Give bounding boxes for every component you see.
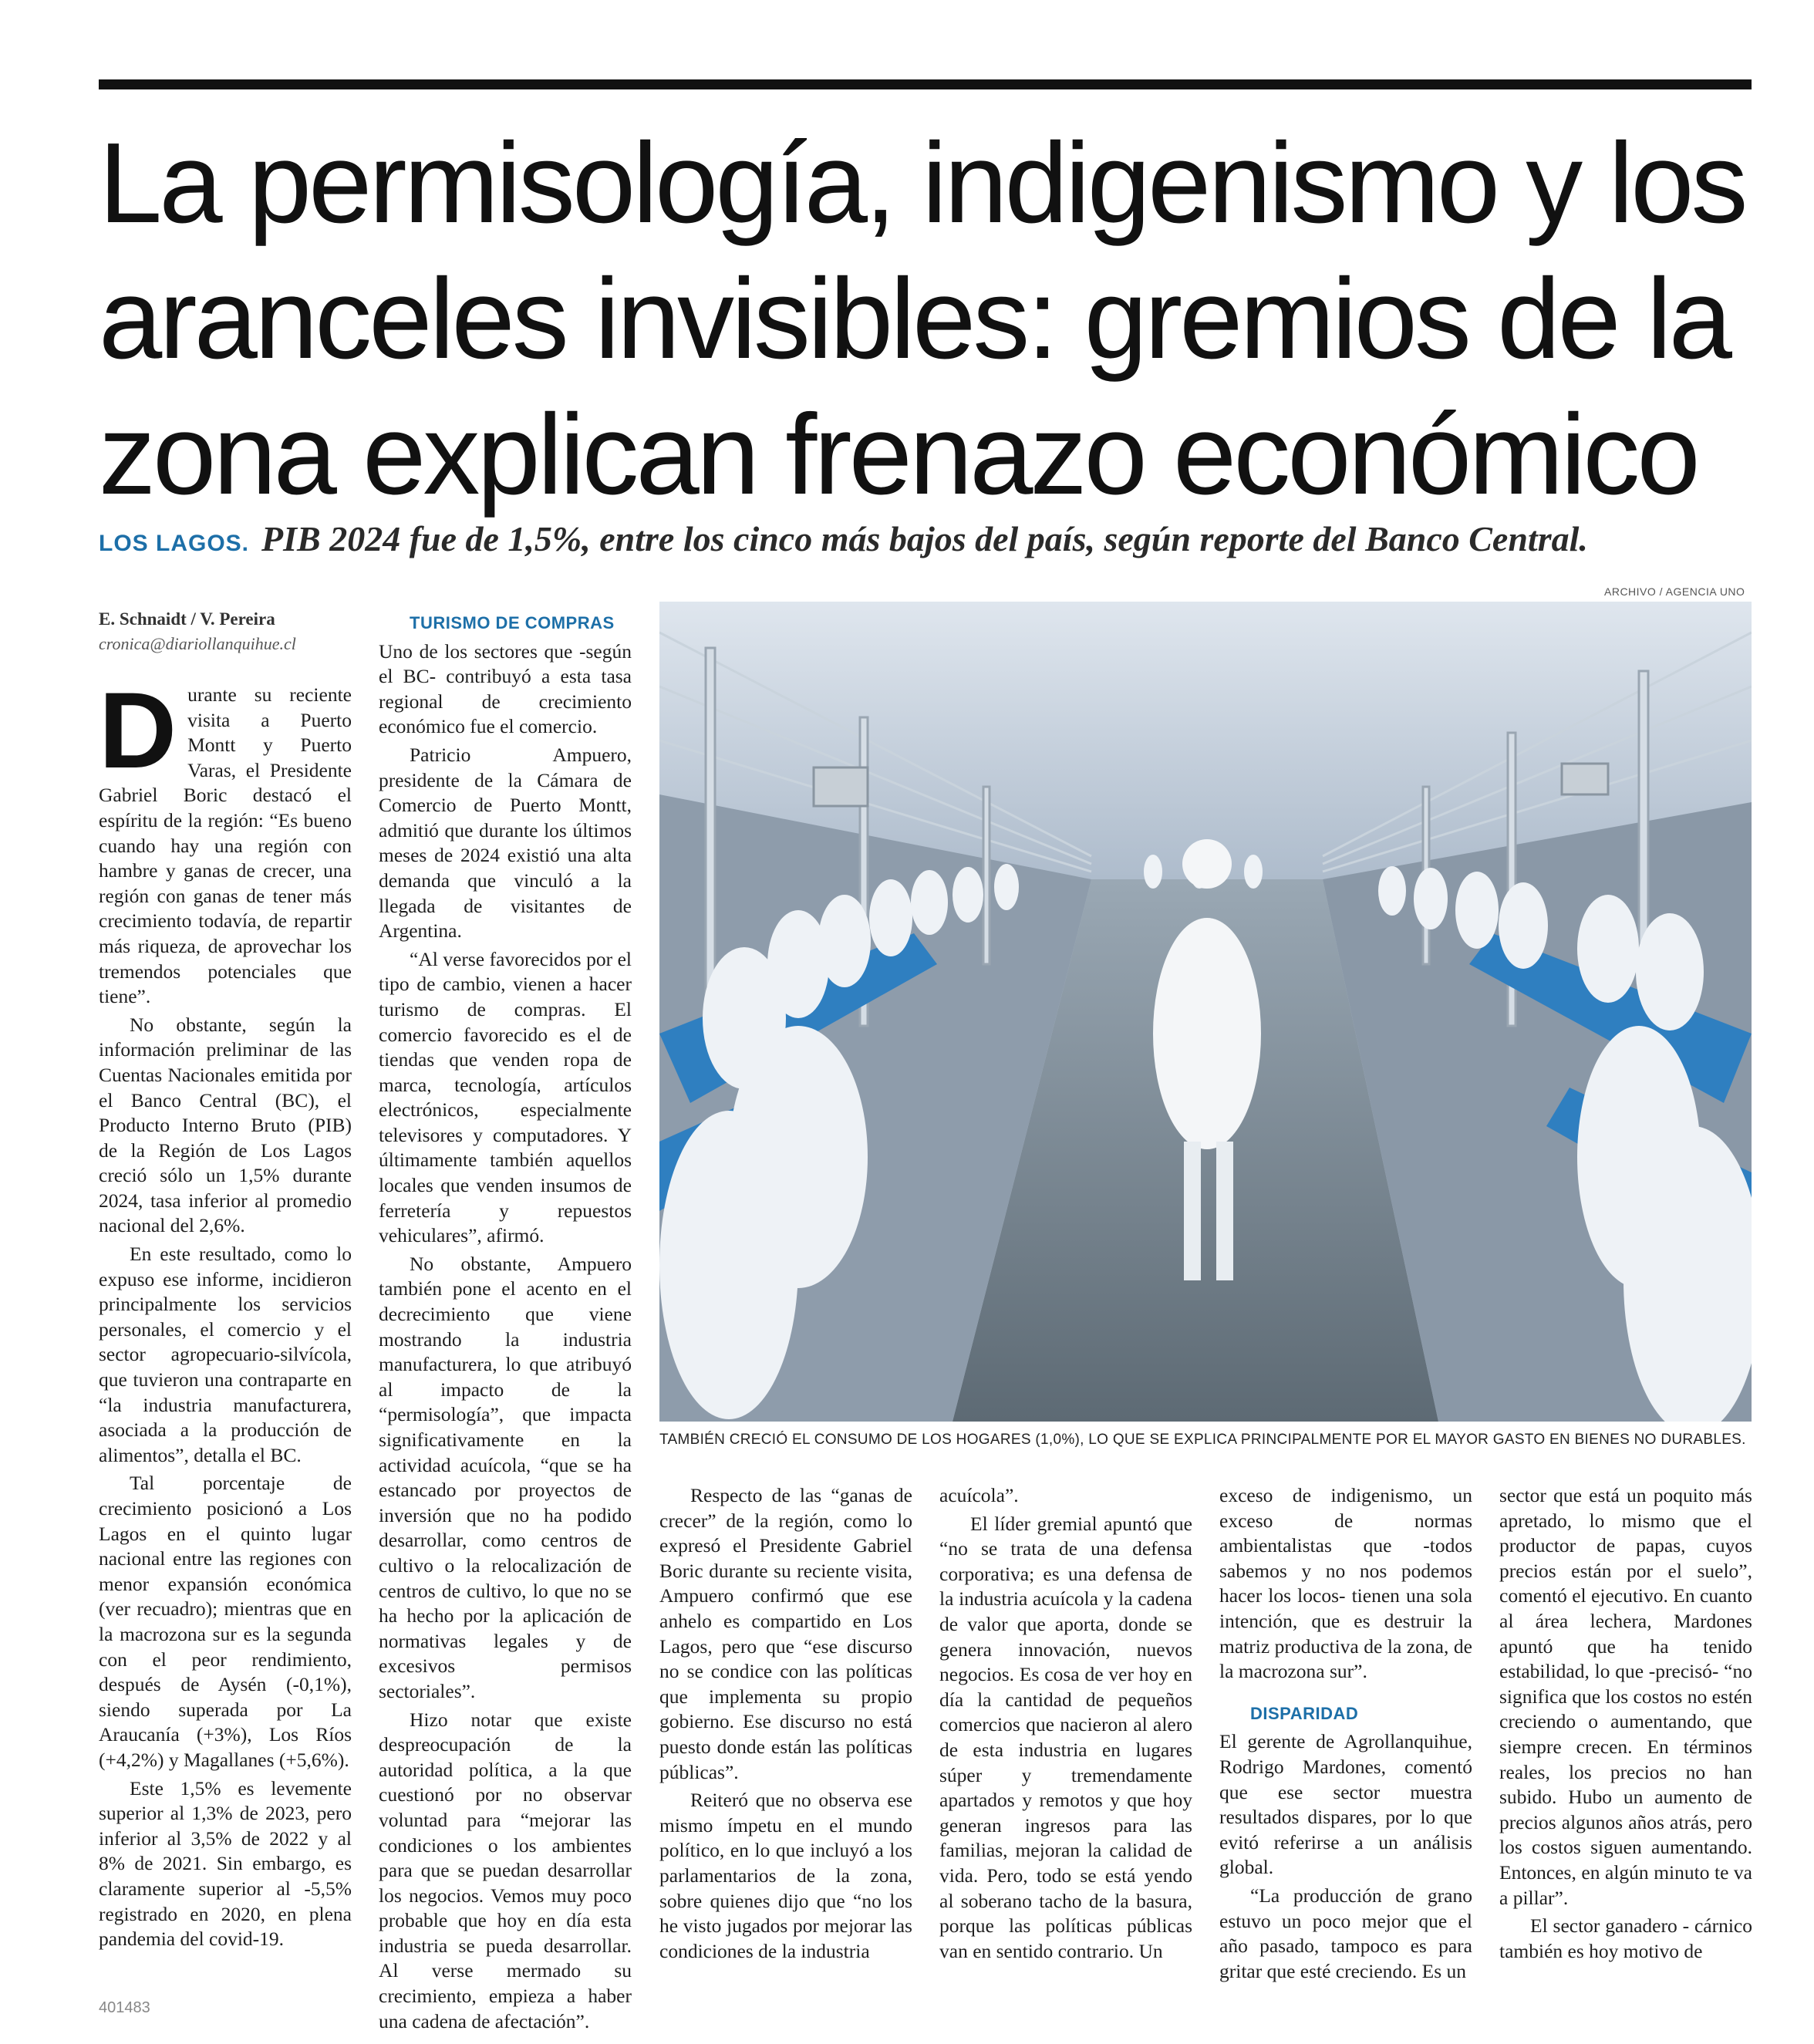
col2-paragraph-4: No obstante, Ampuero también pone el acento en el decrecimiento que viene mostrando la industria manufacturera, lo que atribuyó al impacto de la “permisología”, que impacta significativamente en la actividad acuícola, “que se ha estancado por proyectos de inversión que no ha podido desarrollar, como centros de cultivo o la relocalización de centros de cultivo, lo que no se ha hecho por la aplicación de normativas legales y de excesivos permisos sectoriales”. — [379, 1252, 632, 1702]
col4-paragraph-2: El líder gremial apuntó que “no se trata de una defensa corporativa; es una defensa de la industria acuícola y la cadena de valor que aporta, donde se genera innovación, nuevos negocios. Es cosa de ver hoy en día la cantidad de pequeños comercios que nacieron al alero de esta industria en lugares súper y tremendamente apartados y remotos y que hoy generan ingresos para las familias, mejoran la calidad de vida. Pero, todo se está yendo al soberano tacho de la basura, porque las políticas públicas van en sentido contrario. Un — [939, 1512, 1192, 1962]
column-2 — [379, 611, 632, 2034]
col5-paragraph-2: El gerente de Agrollanquihue, Rodrigo Mardones, comentó que ese sector muestra resultados dispares, por lo que evitó referirse a un análisis global. — [1219, 1730, 1472, 1879]
col2-paragraph-2: Patricio Ampuero, presidente de la Cámara de Comercio de Puerto Montt, admitió que durante los últimos meses de 2024 existió una alta demanda que vinculó a la llegada de visitantes de Argentina. — [379, 743, 632, 943]
col2-paragraph-5: Hizo notar que existe despreocupación de la autoridad política, a la que cuestionó por no observar voluntad para “mejorar las condiciones o los ambientes para que se puedan desarrollar los negocios. Vemos muy poco probable que hoy en día esta industria se pueda desarrollar. Al verse mermado su crecimiento, empieza a haber una cadena de afectación”. — [379, 1708, 632, 2032]
col3-paragraph-1: Respecto de las “ganas de crecer” de la región, como lo expresó el Presidente Gabriel Boric durante su reciente visita, Ampuero confirmó que ese anhelo es compartido en Los Lagos, pero que “ese discurso no se condice con las políticas que implementa su propio gobierno. Ese discurso no está puesto donde están las políticas públicas”. — [659, 1484, 912, 1783]
column-1 — [99, 670, 352, 1952]
col5-paragraph-1: exceso de indigenismo, un exceso de normas ambientalistas que -todos sabemos y no nos podemos hacer los locos- tienen una sola intención, que es destruir la matriz productiva de la zona, de la macrozona sur”. — [1219, 1484, 1472, 1683]
col2-paragraph-3: “Al verse favorecidos por el tipo de cambio, vienen a hacer turismo de compras. El comercio favorecido es el de tiendas que venden ropa de marca, tecnología, artículos electrónicos, especialmente televisores y computadores. Y últimamente también aquellos locales que venden insumos de ferretería y repuestos vehiculares”, afirmó. — [379, 947, 632, 1247]
col4-paragraph-1: acuícola”. — [939, 1484, 1019, 1506]
col6-paragraph-1: sector que está un poquito más apretado, lo mismo que el productor de papas, cuyos precios están por el suelo”, comentó el ejecutivo. En cuanto al área lechera, Mardones apuntó que ha tenido estabilidad, lo que -precisó- “no significa que los costos no estén creciendo o aumentando, que siempre crecen. En términos reales, los precios no han subido. Hubo un aumento de precios algunos años atrás, pero los costos siguen aumentando. Entonces, en algún minuto te va a pillar”. — [1499, 1484, 1752, 1909]
byline — [99, 609, 353, 654]
col1-paragraph-2: No obstante, según la información preliminar de las Cuentas Nacionales emitida por el Banco Central (BC), el Producto Interno Bruto (PIB) de la Región de Los Lagos creció sólo un 1,5% durante 2024, tasa inferior al promedio nacional del 2,6%. — [99, 1013, 352, 1237]
col5-paragraph-3: “La producción de grano estuvo un poco mejor que el año pasado, tampoco es para gritar que esté creciendo. Es un — [1219, 1884, 1472, 1982]
col1-paragraph-1 — [99, 670, 352, 1010]
col1-paragraph-3: En este resultado, como lo expuso ese informe, incidieron principalmente los servicios personales, el comercio y el sector agropecuario-silvícola, que tuvieron una contraparte en “la industria manufacturera, asociada a la producción de alimentos”, detalla el BC. — [99, 1243, 352, 1466]
headline-line-3: zona explican frenazo económico — [99, 391, 1698, 518]
factory-photo-illustration — [659, 602, 1752, 1422]
headline-line-1: La permisología, indigenismo y los — [99, 120, 1745, 247]
col1-paragraph-5: Este 1,5% es levemente superior al 1,3% de 2023, pero inferior al 3,5% de 2022 y al 8% de 2021. Sin embargo, es claramente superior al -5,5% registrado en 2020, en plena pandemia del covid-19. — [99, 1776, 352, 1951]
photo-credit: ARCHIVO / AGENCIA UNO — [1604, 585, 1745, 598]
dropcap: D — [99, 670, 177, 791]
factory-photo — [659, 602, 1752, 1422]
column-4 — [939, 1483, 1192, 1964]
byline-authors: E. Schnaidt / V. Pereira — [99, 609, 275, 629]
deck: PIB 2024 fue de 1,5%, entre los cinco más bajos del país, según reporte del Banco Central. — [261, 519, 1588, 558]
col6-paragraph-2: El sector ganadero - cárnico también es hoy motivo de — [1499, 1914, 1752, 1962]
kicker: LOS LAGOS. — [99, 531, 250, 556]
section-heading-turismo: TURISMO DE COMPRAS — [410, 613, 615, 632]
column-6 — [1499, 1483, 1752, 1964]
headline — [99, 116, 1765, 523]
section-heading-disparidad: DISPARIDAD — [1250, 1703, 1359, 1723]
col3-paragraph-2: Reiteró que no observa ese mismo ímpetu en el mundo político, en lo que incluyó a los parlamentarios de la zona, sobre quienes dijo que “no los he visto jugados por mejorar las condiciones de la industria — [659, 1789, 912, 1962]
top-rule — [99, 79, 1752, 89]
photo-caption: TAMBIÉN CRECIÓ EL CONSUMO DE LOS HOGARES (1,0%), LO QUE SE EXPLICA PRINCIPALMENTE POR EL MAYOR GASTO EN BIENES NO DURABLES. — [659, 1432, 1746, 1448]
col1-paragraph-4: Tal porcentaje de crecimiento posicionó a Los Lagos en el quinto lugar nacional entre las regiones con menor expansión económica (ver recuadro); mientras que en la macrozona sur es la segunda con el peor rendimiento, después de Aysén (-0,1%), siendo superada por La Araucanía (+3%), Los Ríos (+4,2%) y Magallanes (+5,6%). — [99, 1472, 352, 1771]
page-folio: 401483 — [99, 1999, 150, 2016]
column-5 — [1219, 1483, 1472, 1984]
headline-line-2: aranceles invisibles: gremios de la — [99, 255, 1729, 383]
byline-email: cronica@diariollanquihue.cl — [99, 634, 296, 653]
col2-paragraph-1: Uno de los sectores que -según el BC- contribuyó a esta tasa regional de crecimiento económico fue el comercio. — [379, 639, 632, 738]
col1-paragraph-1-text: urante su reciente visita a Puerto Montt y Puerto Varas, el Presidente Gabriel Boric destacó el espíritu de la región: “Es bueno cuando hay una región con hambre y ganas de crecer, una región con ganas de tener más crecimiento todavía, de repartir más riqueza, de aprovechar los tremendos potenciales que tiene”. — [99, 683, 352, 1008]
column-3 — [659, 1483, 912, 1964]
subheadline — [99, 518, 1757, 559]
